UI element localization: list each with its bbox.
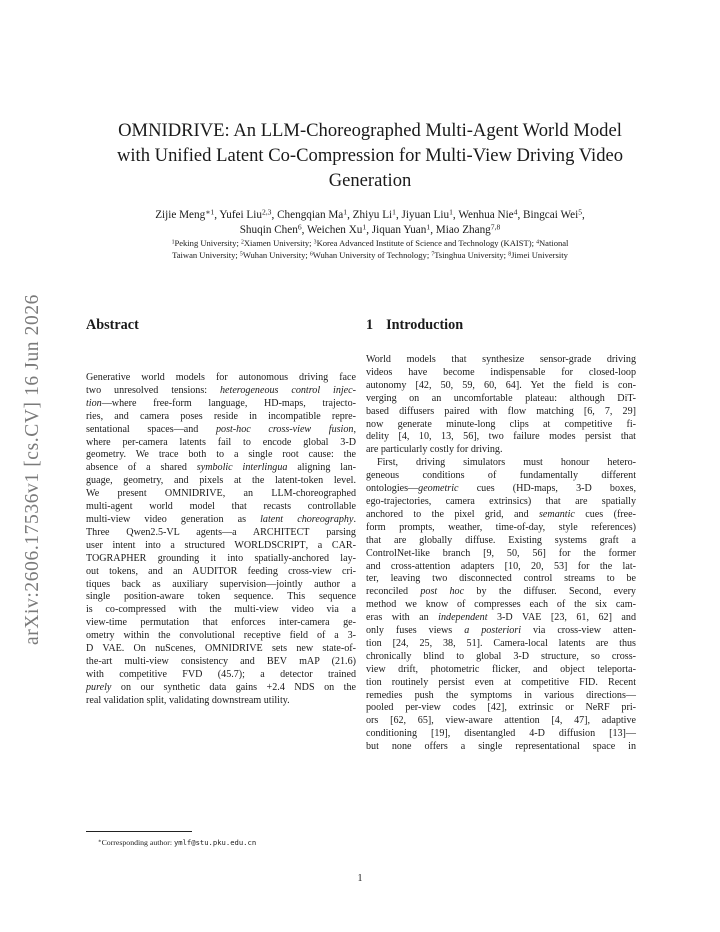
affiliations [80,238,660,261]
text-line: absence of a shared symbolic interlingua aligning lan- [86,462,356,474]
text-line: view-time permutation that enforces inter-camera ge- [86,617,356,629]
author-affiliation-mark: 2,3 [261,207,272,217]
text-line: only fuses views a posteriori via cross-view atten- [366,625,637,637]
author-affiliation-mark: 1 [362,222,367,232]
author-affiliation-mark: 7,8 [490,222,501,232]
title-line-1: OMNIDRIVE: An LLM-Choreographed Multi-Agent World Model [118,120,622,141]
abstract-heading: Abstract [86,317,139,333]
affiliation-name: Peking University; [174,238,241,248]
author-affiliation-mark: 1 [343,207,348,217]
author-name: Chengqian Ma [277,209,344,221]
affiliation-name: Tsinghua University; [434,249,509,260]
text-line: D VAE. On nuScenes, OMNIDRIVE sets new state-of- [86,643,356,655]
text-line: tion [24, 25, 38, 51]. Camera-local latents are thus [366,637,636,649]
text-line: guage, geometry, and pixels at the latent-token level. [86,475,356,487]
author-line-2: Shuqin Chen$^6$, Weichen Xu$^1$, Jiquan Yuan$^1$, Miao Zhang$^{7,8}$ [239,222,501,236]
section-title: Introduction [386,317,464,333]
text-line: eras with an independent 3-D VAE [23, 61, 62] and [366,612,636,624]
affiliation-name: Xiamen University; [243,238,314,248]
text-line: based diffusers paired with flow matching [6, 7, 29] [366,405,636,417]
text-line: with competitive FVD (45.7); a detector trained [86,668,356,680]
author-affiliation-mark: 6 [297,222,302,232]
text-line: where per-camera latents fail to encode global 3-D [86,436,356,448]
text-line: ometry within the convolutional receptive field of a 3- [86,630,356,642]
affiliation-mark: 2 [240,239,244,246]
affiliation-mark: 8 [508,250,512,257]
text-line: TOGRAPHER grounding it into spatially-anchored lay- [86,552,356,564]
text-line: verging on an uncomfortable plateau: although DiT- [366,392,636,404]
title-line-3: Generation [328,170,412,191]
text-line: form prompts, weather, time-of-day, style references) [366,521,636,533]
text-line: delity [4, 10, 13, 56], two failure modes persist that [366,431,636,443]
affiliation-mark: 7 [431,250,435,257]
text-line: now generate minute-long clips at competitive fi- [366,418,636,430]
text-line: World models that synthesize sensor-grade driving [366,354,636,365]
text-line: purely on our synthetic data gains +2.4 NDS on the [86,681,356,693]
footnote-rule [86,831,192,832]
footnote-text: Corresponding author: [101,838,174,847]
text-line: Three Qwen2.5-VL agents—a ARCHITECT parsing [86,526,356,538]
author-affiliation-mark: ∗1 [205,207,215,217]
author-affiliation-mark: 1 [392,207,396,217]
text-line: geneous conditions of fundamentally different [366,470,636,482]
text-line: the-art multi-view consistency and BEV mAP (21.6) [86,655,356,667]
footnote [98,838,256,847]
page-number: 1 [357,873,363,884]
text-line: but none offers a single representational space in [366,741,636,753]
text-line: sentational spaces—and post-hoc cross-view fusion, [86,423,356,435]
author-name: Bingcai Wei [523,209,579,221]
author-name: Wenhua Nie [458,209,514,221]
affiliation-mark: 3 [313,239,317,246]
affiliation-mark: 6 [309,250,313,257]
author-affiliation-mark: 1 [426,222,431,232]
author-name: Zhiyu Li [352,209,393,221]
text-line: ries, and camera poses reside in incompatible repre- [86,410,356,422]
text-line: chronically blind to global 3-D structure, so cross- [366,650,636,662]
abstract-body [86,372,356,708]
introduction-body [366,354,636,754]
text-line: ego-trajectories, camera extrinsics) that are spatially [366,495,636,507]
text-line: videos have become indispensable for closed-loop [366,366,636,378]
arxiv-identifier: arXiv:2606.17536v1 [cs.CV] 16 Jun 2026 [22,293,43,645]
affiliation-name: National [538,238,569,248]
text-line: conditioning [19], disentangled 4-D diffusion [13]— [366,728,636,740]
text-line: ControlNet-like branch [9, 50, 56] for the former [366,547,636,559]
text-line: tion routinely persist even at competitive FID. Recent [366,676,636,688]
text-line: single position-aware token sequence. This sequence [86,591,356,603]
author-name: Shuqin Chen [239,223,298,236]
text-line: is co-compressed with the multi-view video via a [86,604,356,616]
text-line: We present OMNIDRIVE, an LLM-choreographed [86,488,356,500]
affiliation-name: Wuhan University of Technology; [312,249,432,260]
text-line: ter, leaving two disconnected control streams to be [366,573,636,585]
text-line: autonomy [42, 50, 59, 60, 64]. Yet the field is con- [366,379,636,391]
title-line-2: with Unified Latent Co-Compression for Multi-View Driving Video [116,145,624,166]
author-name: Miao Zhang [435,223,491,236]
text-line: reconciled post hoc by the diffuser. Second, every [366,586,636,598]
author-affiliation-mark: 5 [578,207,582,217]
author-affiliation-mark: 1 [449,207,453,217]
footnote-mark: ∗ [98,838,102,845]
affiliation-line-2 [80,250,660,262]
text-line: and cross-attention adapters [10, 20, 53] for the lat- [366,560,636,572]
affiliation-name: Jimei University [511,249,568,260]
author-affiliation-mark: 4 [513,207,518,217]
text-line: anchored to the pixel grid, and semantic cues (free- [366,508,636,520]
author-name: Yufei Liu [219,209,262,221]
text-line: out tokens, and an AUDITOR feeding cross-view cri- [86,565,357,577]
affiliation-name: Taiwan University; [172,249,240,260]
text-line: ontologies—geometric cues (HD-maps, 3-D boxes, [366,483,636,495]
text-line: First, driving simulators must honour hetero- [377,457,636,469]
text-line: ors [62, 65], view-aware attention [4, 47], adaptive [366,715,636,727]
text-line: real validation split, validating downstream utility. [86,694,290,706]
affiliation-line-1 [80,238,660,250]
text-line: user intent into a structured WORLDSCRIPT, a CAR- [86,539,356,551]
author-name: Jiyuan Liu [401,209,450,221]
introduction-heading [366,317,463,334]
corresponding-email[interactable]: ymlf@stu.pku.edu.cn [173,838,257,847]
text-line: that are globally diffuse. Existing systems graft a [366,534,636,546]
text-line: tiques back as auxiliary supervision—jointly author a [86,578,356,590]
text-line: multi-agent world model that recasts controllable [86,501,356,513]
text-line: tion—where free-form language, HD-maps, trajecto- [86,397,356,409]
affiliation-name: Wuhan University; [242,249,310,260]
text-line: geometry. We trace both to a single root cause: the [86,449,356,461]
affiliation-name: Korea Advanced Institute of Science and Technology (KAIST); [316,238,537,248]
author-name: Jiquan Yuan [371,223,427,236]
text-line: multi-view video generation as latent choreography. [86,513,356,525]
text-line: remedies push the symptoms in various directions— [366,689,636,701]
author-list [80,208,660,237]
author-name: Zijie Meng [155,209,206,221]
author-line-1: Zijie Meng$^{∗1}$, Yufei Liu$^{2,3}$, Chengqian Ma$^1$, Zhiyu Li$^1$, Jiyuan Liu$^1$, Wenhua Nie$^4$, Bingcai Wei$^5$, [155,207,585,221]
affiliation-mark: 4 [536,239,539,246]
affiliation-mark: 1 [171,239,175,246]
text-line: are particularly costly for driving. [366,444,503,456]
text-line: pooled per-view codes [42], extrinsic or NeRF pri- [366,702,636,714]
text-line: method we know of compresses each of the six cam- [366,599,636,611]
text-line: two unresolved tensions: heterogeneous control injec- [86,384,357,396]
affiliation-mark: 5 [239,250,243,257]
text-line: Generative world models for autonomous driving face [86,372,356,383]
author-name: Weichen Xu [307,223,363,236]
paper-title [80,118,660,193]
section-number: 1 [366,317,374,333]
text-line: view drift, photometric flicker, and object teleporta- [366,663,636,675]
